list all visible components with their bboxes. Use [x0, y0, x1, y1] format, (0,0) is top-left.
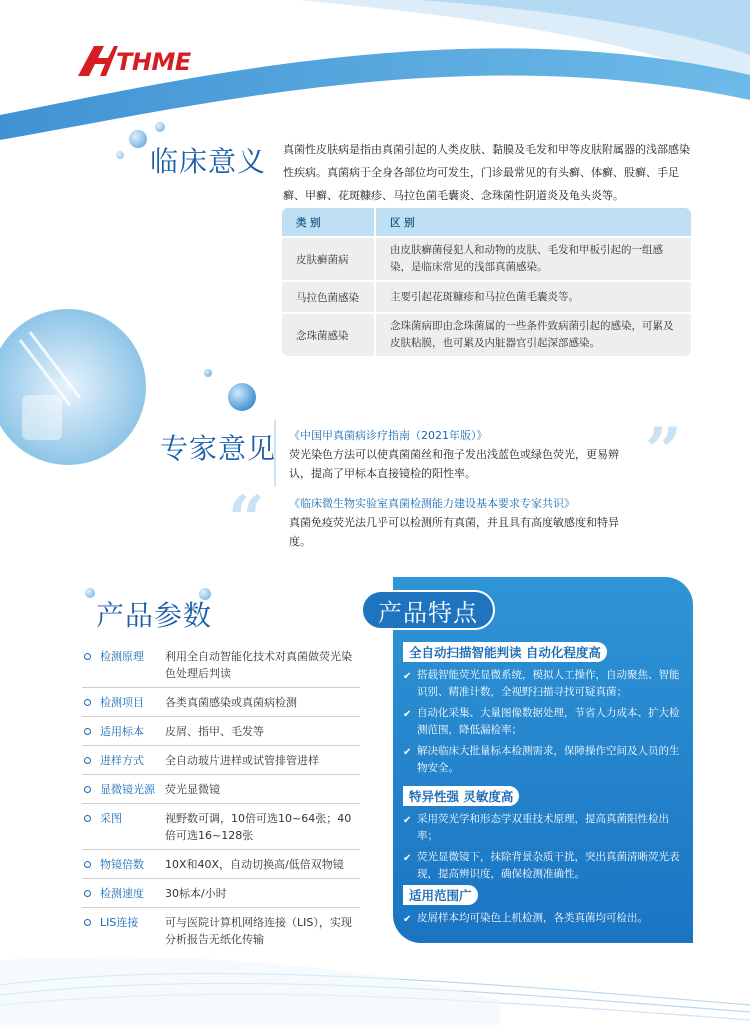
table-row: [282, 312, 691, 356]
feature-heading: 适用范围广: [403, 885, 478, 905]
param-value: 皮屑、指甲、毛发等: [165, 725, 264, 738]
param-key: 检测原理: [100, 650, 144, 663]
param-row: [82, 908, 360, 953]
company-logo: [76, 44, 208, 80]
feature-text: 自动化采集、大量图像数据处理，节省人力成本、扩大检测范围，降低漏检率；: [417, 707, 680, 736]
bullet-icon: [84, 890, 91, 897]
param-value: 荧光显微镜: [165, 783, 220, 796]
param-row: [82, 642, 360, 688]
check-icon: ✔: [403, 815, 412, 826]
params-table: [82, 642, 360, 953]
param-key: 采图: [100, 812, 122, 825]
param-value: 各类真菌感染或真菌病检测: [165, 696, 297, 709]
close-quote-icon: ”: [645, 414, 682, 489]
feature-heading: 特异性强 灵敏度高: [403, 786, 519, 806]
features-title: 产品特点: [361, 590, 495, 630]
feature-item: [403, 811, 685, 845]
param-row: [82, 688, 360, 717]
param-row: [82, 879, 360, 908]
feature-text: 搭载智能荧光显微系统，模拟人工操作，自动聚焦、智能识别、精准计数，全视野扫描寻找可疑真菌；: [417, 669, 680, 698]
param-value: 30标本/小时: [165, 887, 227, 900]
expert-title: 专家意见: [160, 432, 277, 465]
param-row: [82, 717, 360, 746]
table-cell-desc: 主要引起花斑糠疹和马拉色菌毛囊炎等。: [390, 290, 579, 303]
logo-text: THME: [116, 48, 191, 76]
bullet-icon: [84, 919, 91, 926]
bullet-icon: [84, 728, 91, 735]
param-row: [82, 804, 360, 850]
param-value: 利用全自动智能化技术对真菌做荧光染色处理后判读: [165, 650, 352, 680]
feature-item: [403, 667, 685, 701]
feature-section: [403, 885, 685, 932]
bullet-icon: [84, 699, 91, 706]
param-value: 10X和40X，自动切换高/低倍双物镜: [165, 858, 344, 871]
check-icon: ✔: [403, 914, 412, 925]
param-key: 显微镜光源: [100, 783, 155, 796]
table-row: [282, 236, 691, 280]
param-value: 可与医院计算机网络连接（LIS），实现分析报告无纸化传输: [165, 916, 352, 946]
feature-item: [403, 910, 685, 928]
bullet-icon: [84, 786, 91, 793]
bullet-icon: [84, 815, 91, 822]
param-key: 适用标本: [100, 725, 144, 738]
expert-reference: 《临床微生物实验室真菌检测能力建设基本要求专家共识》: [289, 497, 575, 510]
clinical-title: 临床意义: [150, 145, 267, 178]
table-cell-category: 马拉色菌感染: [282, 282, 376, 312]
check-icon: ✔: [403, 709, 412, 720]
param-key: 物镜倍数: [100, 858, 144, 871]
expert-reference: 《中国甲真菌病诊疗指南（2021年版）》: [289, 429, 488, 442]
feature-section: [403, 786, 685, 887]
feature-item: [403, 743, 685, 777]
open-quote-icon: “: [228, 482, 265, 557]
clinical-intro: 真菌性皮肤病是指由真菌引起的人类皮肤、黏膜及毛发和甲等皮肤附属器的浅部感染性疾病。真菌病于全身各部位均可发生，门诊最常见的有头癣、体癣、股癣、手足癣、甲癣、花斑糠疹、马拉色菌毛囊炎、念珠菌性阴道炎及龟头炎等。: [283, 143, 690, 202]
param-row: [82, 850, 360, 879]
check-icon: ✔: [403, 853, 412, 864]
feature-text: 解决临床大批量标本检测需求，保障操作空间及人员的生物安全。: [417, 745, 680, 774]
param-value: 全自动玻片进样或试管排管进样: [165, 754, 319, 767]
table-cell-desc: 由皮肤癣菌侵犯人和动物的皮肤、毛发和甲板引起的一组感染，是临床常见的浅部真菌感染。: [390, 244, 663, 273]
bullet-icon: [84, 653, 91, 660]
check-icon: ✔: [403, 747, 412, 758]
feature-item: [403, 849, 685, 883]
param-key: 检测项目: [100, 696, 144, 709]
feature-text: 荧光显微镜下，抹除背景杂质干扰，突出真菌清晰荧光表现，提高辨识度，确保检测准确性。: [417, 851, 680, 880]
param-key: LIS连接: [100, 916, 139, 929]
table-cell-category: 念珠菌感染: [282, 314, 376, 356]
table-cell-category: 皮肤癣菌病: [282, 238, 376, 280]
expert-text: 真菌免疫荧光法几乎可以检测所有真菌，并且具有高度敏感度和特异度。: [289, 516, 619, 548]
table-row: [282, 280, 691, 312]
feature-text: 皮屑样本均可染色上机检测，各类真菌均可检出。: [417, 912, 648, 924]
classification-table: [282, 208, 691, 356]
expert-text: 荧光染色方法可以使真菌菌丝和孢子发出浅蓝色或绿色荧光，更易辨认，提高了甲标本直接镜检的阳性率。: [289, 448, 619, 480]
param-row: [82, 775, 360, 804]
table-header: [282, 208, 691, 236]
table-header-category: 类 别: [282, 208, 376, 236]
bullet-icon: [84, 757, 91, 764]
table-cell-desc: 念珠菌病即由念珠菌属的一些条件致病菌引起的感染，可累及皮肤粘膜，也可累及内脏器官引起深部感染。: [390, 320, 674, 349]
bullet-icon: [84, 861, 91, 868]
param-key: 进样方式: [100, 754, 144, 767]
feature-heading: 全自动扫描智能判读 自动化程度高: [403, 642, 607, 662]
param-key: 检测速度: [100, 887, 144, 900]
expert-item: [289, 494, 634, 551]
logo-mark-icon: [76, 44, 118, 78]
params-title: 产品参数: [96, 599, 213, 632]
feature-text: 采用荧光学和形态学双重技术原理，提高真菌阳性检出率；: [417, 813, 669, 842]
param-row: [82, 746, 360, 775]
expert-item: [289, 426, 634, 483]
param-value: 视野数可调，10倍可选10~64张；40倍可选16~128张: [165, 812, 352, 842]
feature-item: [403, 705, 685, 739]
table-header-difference: 区 别: [390, 216, 415, 229]
check-icon: ✔: [403, 671, 412, 682]
feature-section: [403, 642, 685, 781]
